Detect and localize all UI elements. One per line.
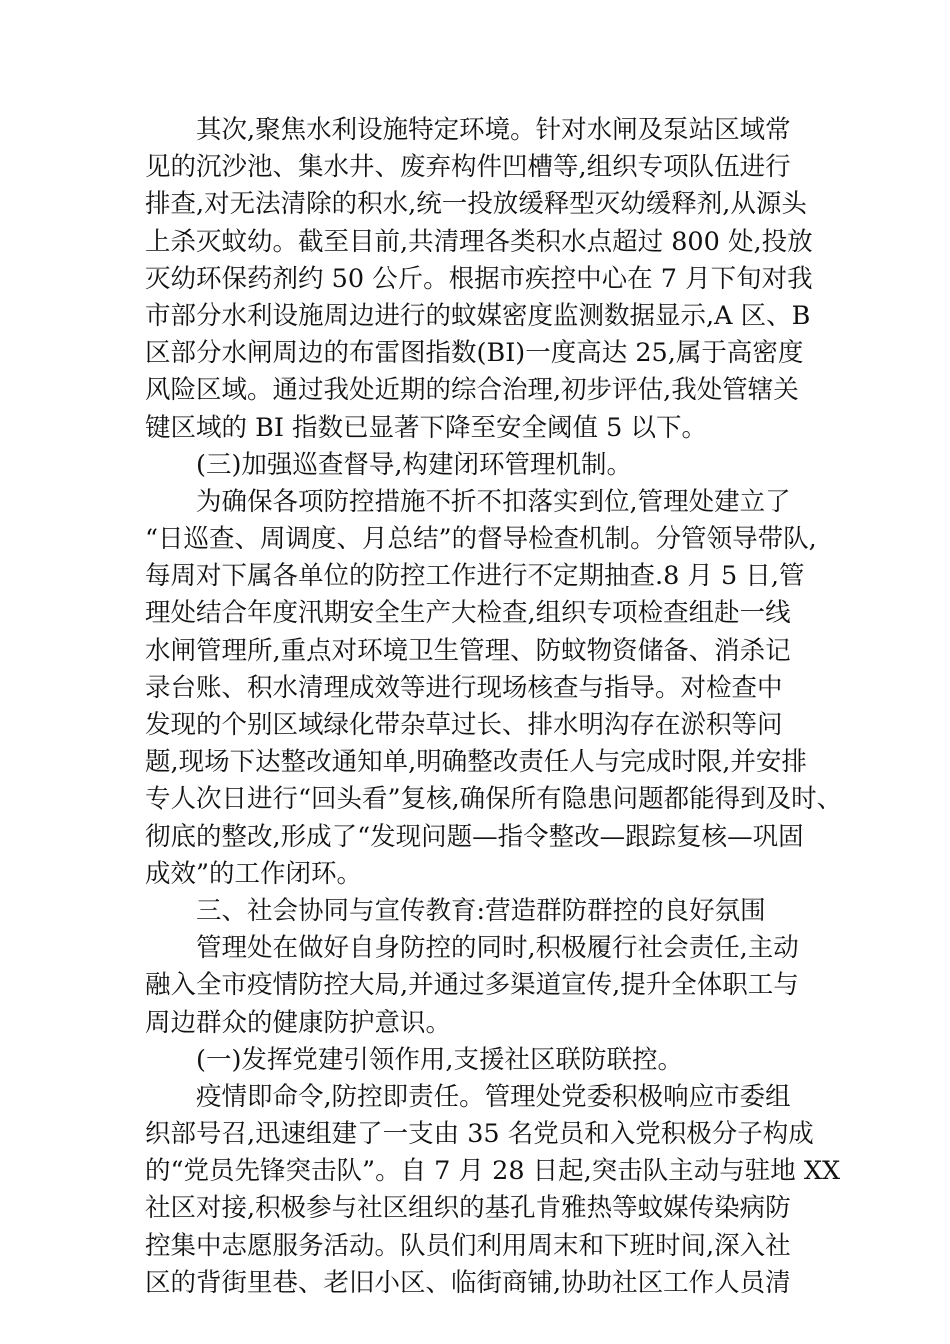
text-line: 灭幼环保药剂约 50 公斤。根据市疾控中心在 7 月下旬对我 xyxy=(145,263,813,294)
text-line: 其次,聚焦水利设施特定环境。针对水闸及泵站区域常 xyxy=(196,115,791,145)
text-line: 理处结合年度汛期安全生产大检查,组织专项检查组赴一线 xyxy=(145,598,791,629)
text-line: 区的背街里巷、老旧小区、临街商铺,协助社区工作人员清 xyxy=(145,1267,791,1298)
text-line: 发现的个别区域绿化带杂草过长、排水明沟存在淤积等问 xyxy=(145,710,783,740)
text-line: 排查,对无法清除的积水,统一投放缓释型灭幼缓释剂,从源头 xyxy=(145,189,807,220)
text-line: 成效”的工作闭环。 xyxy=(145,858,363,889)
text-line: 上杀灭蚊幼。截至目前,共清理各类积水点超过 800 处,投放 xyxy=(145,226,813,257)
text-line: (一)发挥党建引领作用,支援社区联防联控。 xyxy=(196,1044,684,1075)
text-line: 三、社会协同与宣传教育:营造群防群控的良好氛围 xyxy=(196,895,766,926)
text-line: 融入全市疫情防控大局,并通过多渠道宣传,提升全体职工与 xyxy=(145,970,799,1001)
text-line: 题,现场下达整改通知单,明确整改责任人与完成时限,并安排 xyxy=(145,747,807,778)
text-line: 管理处在做好自身防控的同时,积极履行社会责任,主动 xyxy=(196,933,799,964)
text-line: 社区对接,积极参与社区组织的基孔肯雅热等蚊媒传染病防 xyxy=(145,1193,791,1224)
text-line: 键区域的 BI 指数已显著下降至安全阈值 5 以下。 xyxy=(145,412,707,443)
text-line: 专人次日进行“回头看”复核,确保所有隐患问题都能得到及时、 xyxy=(145,784,843,815)
text-line: 周边群众的健康防护意识。 xyxy=(145,1007,452,1038)
text-line: 控集中志愿服务活动。队员们利用周末和下班时间,深入社 xyxy=(145,1230,791,1261)
text-line: 织部号召,迅速组建了一支由 35 名党员和入党积极分子构成 xyxy=(145,1119,814,1150)
text-line: 市部分水利设施周边进行的蚊媒密度监测数据显示,A 区、B xyxy=(145,300,811,331)
text-line: (三)加强巡查督导,构建闭环管理机制。 xyxy=(196,449,633,480)
text-line: 区部分水闸周边的布雷图指数(BI)一度高达 25,属于高密度 xyxy=(145,338,804,369)
text-line: 水闸管理所,重点对环境卫生管理、防蚊物资储备、消杀记 xyxy=(145,635,791,666)
text-line: 每周对下属各单位的防控工作进行不定期抽查.8 月 5 日,管 xyxy=(145,561,805,592)
text-line: 见的沉沙池、集水井、废弃构件凹槽等,组织专项队伍进行 xyxy=(145,152,791,183)
text-line: 彻底的整改,形成了“发现问题—指令整改—跟踪复核—巩固 xyxy=(145,821,804,852)
text-line: “日巡查、周调度、月总结”的督导检查机制。分管领导带队, xyxy=(145,524,817,555)
body-text xyxy=(145,112,843,1302)
text-line: 录台账、积水清理成效等进行现场核查与指导。对检查中 xyxy=(145,672,783,703)
text-line: 风险区域。通过我处近期的综合治理,初步评估,我处管辖关 xyxy=(145,375,799,406)
text-line: 的“党员先锋突击队”。自 7 月 28 日起,突击队主动与驻地 XX xyxy=(145,1156,841,1187)
text-line: 为确保各项防控措施不折不扣落实到位,管理处建立了 xyxy=(196,486,791,517)
text-line: 疫情即命令,防控即责任。管理处党委积极响应市委组 xyxy=(196,1081,791,1112)
